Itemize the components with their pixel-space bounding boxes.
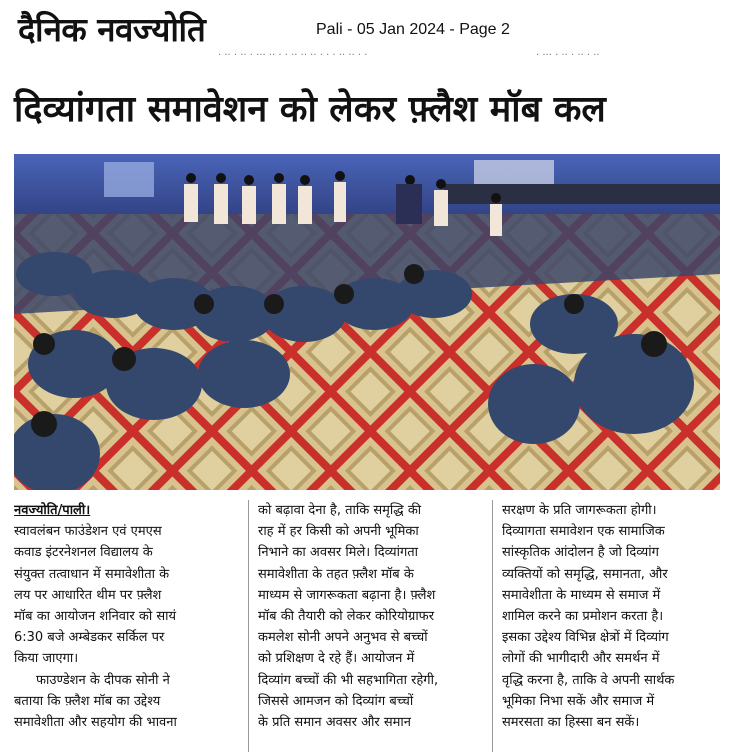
article-line: बताया कि फ़्लैश मॉब का उद्देश्य [14,693,161,709]
edition-info: Pali - 05 Jan 2024 - Page 2 [316,21,510,38]
article-line: को प्रशिक्षण दे रहे हैं। आयोजन में [258,651,415,667]
masthead-logo: दैनिक नवज्योति [18,10,206,49]
article-column-2 [258,500,484,752]
article-line: स्वावलंबन फाउंडेशन एवं एमएस [14,524,162,540]
article-line: सरक्षण के प्रति जागरूकता होगी। [502,503,657,518]
article-line: कमलेश सोनी अपने अनुभव से बच्चों [258,630,428,646]
article-line: मॉब का आयोजन शनिवार को सायं [14,609,177,625]
article-line: जिससे आमजन को दिव्यांग बच्चों [258,693,414,709]
article-line: माध्यम से जागरूकता बढ़ाना है। फ़्लैश [258,587,436,603]
article-line: कवाड इंटरनेशनल विद्यालय के [14,545,153,561]
article-column-1 [14,500,240,752]
article-line: संयुक्त तत्वाधान में समावेशीता के [14,566,170,582]
article-dateline: नवज्योति/पाली। [14,503,91,518]
column-divider [248,500,249,752]
column-divider [492,500,493,752]
article-column-3 [502,500,728,752]
article-line: फाउण्डेशन के दीपक सोनी ने [36,672,170,688]
article-line: को बढ़ावा देना है, ताकि समृद्धि की [258,503,422,518]
article-line: 6:30 बजे अम्बेडकर सर्किल पर [14,630,165,646]
article-line: वृद्धि करना है, ताकि वे अपनी सार्थक [502,672,675,688]
article-line: भूमिका निभा सकें और समाज में [502,693,655,709]
article-line: किया जाएगा। [14,651,79,667]
article-line: इसका उद्देश्य विभिन्न क्षेत्रों में दिव्यांग [502,630,669,646]
article-line: राह में हर किसी को अपनी भूमिका [258,524,419,540]
article-line: लोगों की भागीदारी और समर्थन में [502,651,660,667]
article-line: लय पर आधारित थीम पर फ़्लैश [14,587,162,603]
article-line: निभाने का अवसर मिले। दिव्यांगता [258,545,419,561]
article-line: व्यक्तियों को समृद्धि, समानता, और [502,566,668,582]
article-line: शामिल करने का प्रमोशन करता है। [502,609,664,625]
article-line: दिव्यागता समावेशन एक सामाजिक [502,524,665,540]
article-line: मॉब की तैयारी को लेकर कोरियोग्राफर [258,609,435,625]
article-line: समरसता का हिस्सा बन सकें। [502,715,640,731]
article-line: समावेशीता के तहत फ़्लैश मॉब के [258,566,414,582]
clipped-previous-text: · ·· · ·· · ··· ·· · · ·· ·· ·· · · · ·· ·· · · · ··· · ·· · ·· · ·· [218,50,600,61]
article-line: समावेशीता और सहयोग की भावना [14,715,177,731]
article-line: सांस्कृतिक आंदोलन है जो दिव्यांग [502,545,659,561]
article-line: समावेशीता के माध्यम से समाज में [502,587,661,603]
article-photo [14,154,720,490]
article-line: के प्रति समान अवसर और समान [258,715,411,731]
article-headline: दिव्यांगता समावेशन को लेकर फ़्लैश मॉब कल [14,89,606,130]
article-line: दिव्यांग बच्चों की भी सहभागिता रहेगी, [258,672,439,688]
photo-icon [14,154,720,490]
